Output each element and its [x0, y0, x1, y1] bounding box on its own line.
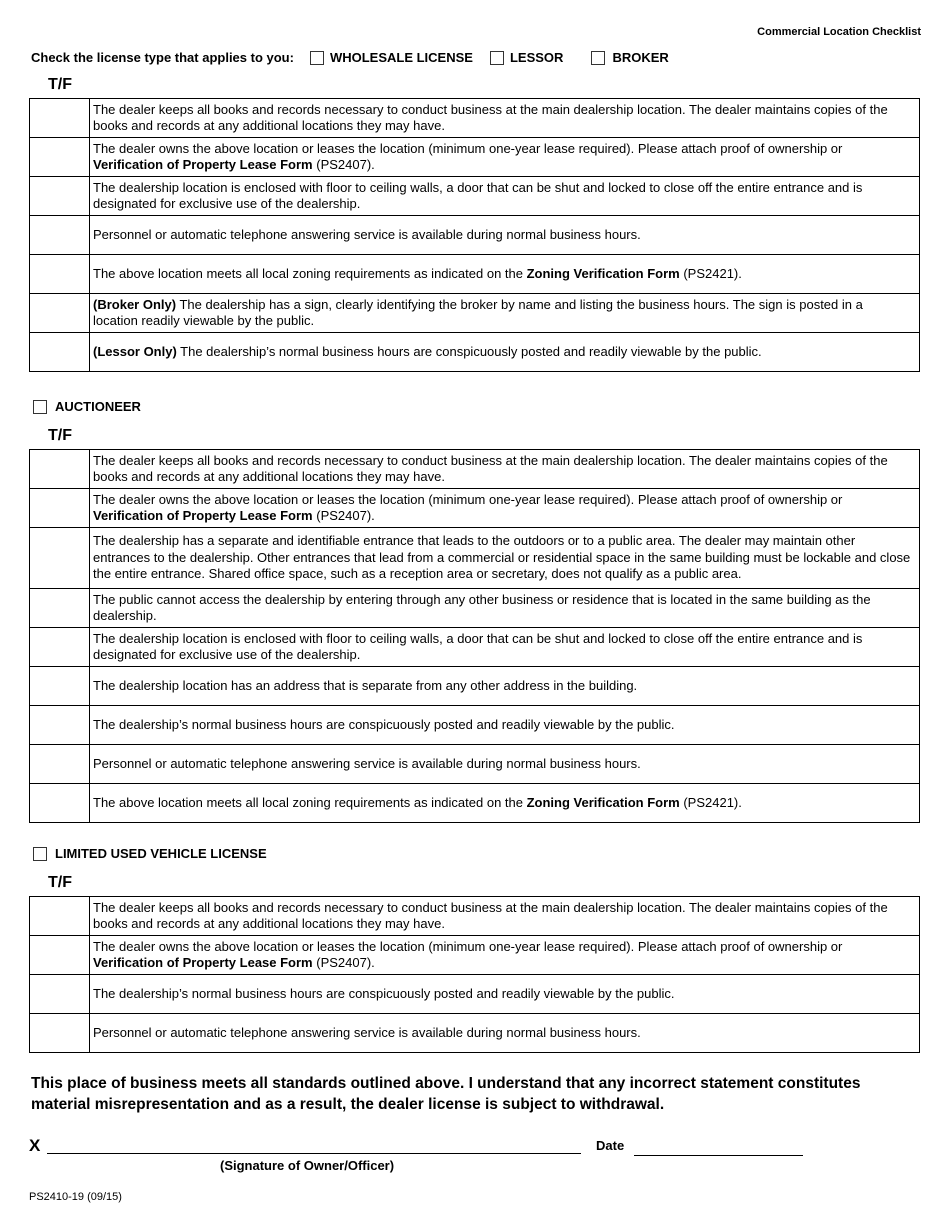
table-row	[30, 784, 920, 823]
broker-checkbox[interactable]	[591, 51, 605, 65]
table-row	[30, 450, 920, 489]
referenced-form-number: (PS2421).	[679, 794, 742, 810]
tf-answer-cell[interactable]	[30, 489, 90, 528]
signature-line[interactable]	[47, 1153, 581, 1154]
tf-header: T/F	[48, 76, 72, 93]
license-type-prompt: Check the license type that applies to you:	[31, 50, 294, 65]
referenced-form-name: Verification of Property Lease Form	[93, 955, 313, 970]
date-line[interactable]	[634, 1155, 803, 1156]
limited-used-vehicle-checkbox[interactable]	[33, 847, 47, 861]
requirement-text	[90, 706, 920, 745]
requirement-text	[90, 333, 920, 372]
requirement-body: The dealership has a separate and identifiable entrance that leads to the outdoors or to a public area. The dealer may maintain other entrances to the dealership. Other entrances that lead from a commercial or residential space in the same building must be lockable and close the entire entrance. Shared office space, such as a reception area or secretary, does not qualify as a public area.	[93, 533, 911, 582]
checklist-table-auctioneer	[29, 449, 920, 823]
tf-answer-cell[interactable]	[30, 1014, 90, 1053]
tf-answer-cell[interactable]	[30, 745, 90, 784]
tf-answer-cell[interactable]	[30, 936, 90, 975]
tf-header: T/F	[48, 427, 72, 444]
requirement-text	[90, 489, 920, 528]
requirement-body: The dealer keeps all books and records necessary to conduct business at the main dealership location. The dealer maintains copies of the books and records at any additional locations they may have.	[93, 452, 888, 484]
option-broker[interactable]	[591, 50, 668, 65]
lessor-checkbox[interactable]	[490, 51, 504, 65]
tf-answer-cell[interactable]	[30, 628, 90, 667]
referenced-form-name: Verification of Property Lease Form	[93, 508, 313, 523]
requirement-body: The dealership’s normal business hours are conspicuously posted and readily viewable by the public.	[176, 343, 762, 359]
table-row	[30, 294, 920, 333]
tf-answer-cell[interactable]	[30, 667, 90, 706]
tf-answer-cell[interactable]	[30, 897, 90, 936]
table-row	[30, 628, 920, 667]
requirement-text	[90, 784, 920, 823]
requirement-text	[90, 528, 920, 589]
referenced-form-number: (PS2421).	[679, 265, 742, 281]
table-row	[30, 255, 920, 294]
tf-answer-cell[interactable]	[30, 784, 90, 823]
requirement-body: The public cannot access the dealership by entering through any other business or residence that is located in the same building as the dealership.	[93, 591, 871, 623]
form-number: PS2410-19 (09/15)	[29, 1191, 122, 1203]
table-row	[30, 667, 920, 706]
requirement-text	[90, 667, 920, 706]
auctioneer-checkbox[interactable]	[33, 400, 47, 414]
requirement-body: Personnel or automatic telephone answering service is available during normal business hours.	[93, 1024, 641, 1040]
table-row	[30, 177, 920, 216]
tf-answer-cell[interactable]	[30, 450, 90, 489]
table-row	[30, 1014, 920, 1053]
auctioneer-label: AUCTIONEER	[55, 399, 141, 414]
table-row	[30, 589, 920, 628]
table-row	[30, 216, 920, 255]
requirement-body: The above location meets all local zoning requirements as indicated on the	[93, 794, 527, 810]
referenced-form-name: Zoning Verification Form	[526, 265, 680, 281]
tf-answer-cell[interactable]	[30, 255, 90, 294]
tf-answer-cell[interactable]	[30, 333, 90, 372]
table-row	[30, 745, 920, 784]
requirement-text	[90, 216, 920, 255]
requirement-text	[90, 628, 920, 667]
wholesale-label: WHOLESALE LICENSE	[329, 50, 473, 65]
wholesale-checkbox[interactable]	[310, 51, 324, 65]
requirement-body: The dealer keeps all books and records necessary to conduct business at the main dealership location. The dealer maintains copies of the books and records at any additional locations they may have.	[93, 899, 888, 931]
tf-answer-cell[interactable]	[30, 589, 90, 628]
tf-answer-cell[interactable]	[30, 294, 90, 333]
requirement-body: The dealership location has an address that is separate from any other address in the building.	[93, 677, 638, 693]
requirement-text	[90, 936, 920, 975]
limited-used-vehicle-option[interactable]	[33, 846, 267, 861]
requirement-body: The dealership’s normal business hours are conspicuously posted and readily viewable by the public.	[93, 985, 675, 1001]
auctioneer-option[interactable]	[33, 399, 141, 414]
requirement-text	[90, 294, 920, 333]
table-row	[30, 975, 920, 1014]
requirement-body: Personnel or automatic telephone answering service is available during normal business hours.	[93, 755, 641, 771]
requirement-body: The above location meets all local zoning requirements as indicated on the	[93, 265, 527, 281]
option-wholesale[interactable]	[310, 50, 473, 65]
certification-statement: This place of business meets all standards outlined above. I understand that any incorrect statement constitutes material misrepresentation and as a result, the dealer license is subject to withdrawal.	[31, 1075, 861, 1113]
requirement-qualifier: (Broker Only)	[93, 296, 177, 312]
tf-answer-cell[interactable]	[30, 216, 90, 255]
requirement-text	[90, 589, 920, 628]
tf-answer-cell[interactable]	[30, 975, 90, 1014]
requirement-qualifier: (Lessor Only)	[93, 343, 177, 359]
table-row	[30, 936, 920, 975]
checklist-table-dealer	[29, 98, 920, 372]
requirement-body: The dealership location is enclosed with floor to ceiling walls, a door that can be shut and locked to close off the entire entrance and is designated for exclusive use of the dealership.	[93, 630, 863, 662]
requirement-body: The dealership has a sign, clearly identifying the broker by name and listing the business hours. The sign is posted in a location readily viewable by the public.	[93, 296, 863, 328]
referenced-form-number: (PS2407).	[312, 508, 375, 523]
requirement-text	[90, 177, 920, 216]
tf-answer-cell[interactable]	[30, 528, 90, 589]
lessor-label: LESSOR	[509, 50, 564, 65]
date-label: Date	[596, 1138, 625, 1153]
tf-header: T/F	[48, 874, 72, 891]
requirement-text	[90, 450, 920, 489]
requirement-body: The dealership’s normal business hours are conspicuously posted and readily viewable by the public.	[93, 716, 675, 732]
requirement-text	[90, 745, 920, 784]
table-row	[30, 897, 920, 936]
table-row	[30, 99, 920, 138]
requirement-text	[90, 138, 920, 177]
limited-used-vehicle-label: LIMITED USED VEHICLE LICENSE	[55, 846, 267, 861]
table-row	[30, 528, 920, 589]
requirement-body: The dealership location is enclosed with floor to ceiling walls, a door that can be shut and locked to close off the entire entrance and is designated for exclusive use of the dealership.	[93, 179, 863, 211]
table-row	[30, 489, 920, 528]
referenced-form-number: (PS2407).	[312, 955, 375, 970]
table-row	[30, 138, 920, 177]
checklist-table-limited	[29, 896, 920, 1053]
requirement-body: The dealer keeps all books and records necessary to conduct business at the main dealership location. The dealer maintains copies of the books and records at any additional locations they may have.	[93, 101, 888, 133]
requirement-body: The dealer owns the above location or leases the location (minimum one-year lease required). Please attach proof of ownership or	[93, 491, 843, 507]
requirement-body: The dealer owns the above location or leases the location (minimum one-year lease required). Please attach proof of ownership or	[93, 140, 843, 156]
referenced-form-name: Zoning Verification Form	[526, 794, 680, 810]
tf-answer-cell[interactable]	[30, 706, 90, 745]
requirement-text	[90, 99, 920, 138]
requirement-text	[90, 975, 920, 1014]
tf-answer-cell[interactable]	[30, 99, 90, 138]
document-title: Commercial Location Checklist	[757, 26, 921, 38]
requirement-body: The dealer owns the above location or leases the location (minimum one-year lease required). Please attach proof of ownership or	[93, 938, 843, 954]
requirement-text	[90, 1014, 920, 1053]
requirement-body: Personnel or automatic telephone answering service is available during normal business hours.	[93, 226, 641, 242]
broker-label: BROKER	[612, 50, 669, 65]
table-row	[30, 333, 920, 372]
option-lessor[interactable]	[490, 50, 563, 65]
referenced-form-number: (PS2407).	[312, 157, 375, 172]
signature-x-mark: X	[29, 1136, 41, 1155]
requirement-text	[90, 897, 920, 936]
requirement-text	[90, 255, 920, 294]
table-row	[30, 706, 920, 745]
tf-answer-cell[interactable]	[30, 138, 90, 177]
tf-answer-cell[interactable]	[30, 177, 90, 216]
license-type-row	[31, 50, 669, 65]
referenced-form-name: Verification of Property Lease Form	[93, 157, 313, 172]
signature-caption: (Signature of Owner/Officer)	[220, 1158, 395, 1173]
